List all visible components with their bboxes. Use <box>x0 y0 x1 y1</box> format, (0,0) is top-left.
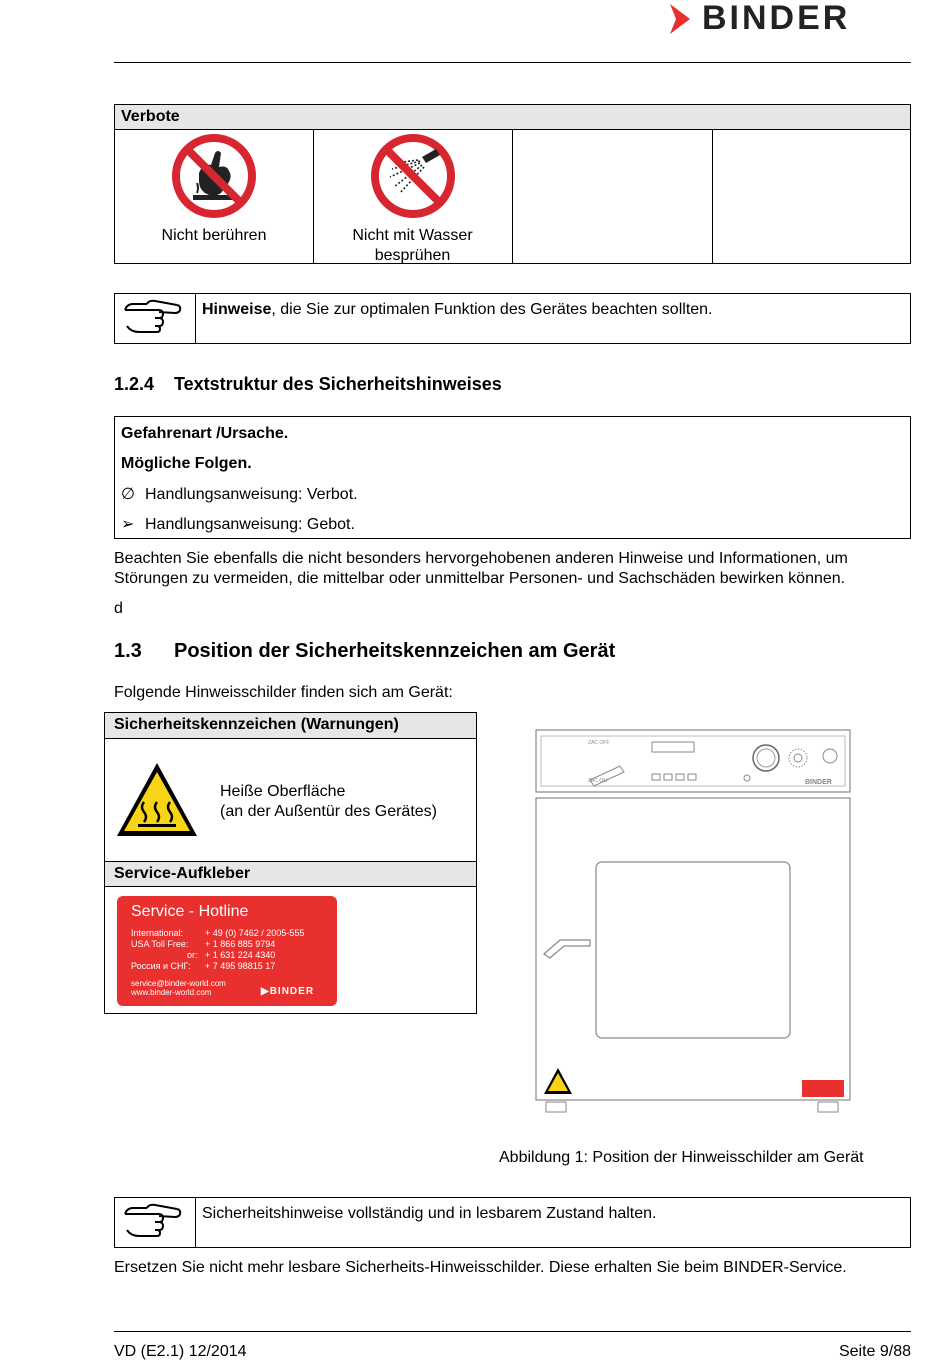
paragraph-2: Ersetzen Sie nicht mehr lesbare Sicherheits-Hinweisschilder. Diese erhalten Sie beim BINDER-Service. <box>114 1259 847 1276</box>
service-web: www.binder-world.com <box>131 988 212 997</box>
device-panel-text-1: ZAC OFF <box>588 740 610 746</box>
note-1-bold: Hinweise <box>202 301 272 318</box>
structure-line-4 <box>121 515 355 535</box>
note-box-1 <box>114 293 911 344</box>
service-brand <box>261 986 314 997</box>
section-13-title: Position der Sicherheitskennzeichen am Gerät <box>174 640 616 662</box>
verbot-no-touch-label: Nicht berühren <box>161 227 267 244</box>
verbot-no-water <box>313 130 512 263</box>
figure-caption: Abbildung 1: Position der Hinweisschilder am Gerät <box>499 1149 864 1166</box>
service-contacts <box>131 979 226 997</box>
structure-line-3 <box>121 485 358 505</box>
verbot-no-water-label <box>313 226 512 266</box>
prohibition-symbol: ∅ <box>121 486 135 503</box>
no-water-spray-icon <box>370 133 456 219</box>
section-124-title: Textstruktur des Sicherheitshinweises <box>174 374 502 394</box>
structure-line-4-text: Handlungsanweisung: Gebot. <box>145 516 355 533</box>
device-drawing <box>532 728 852 1118</box>
header-rule <box>114 62 911 63</box>
verbot-no-touch <box>115 130 313 263</box>
structure-line-3-text: Handlungsanweisung: Verbot. <box>145 486 358 503</box>
brand-name: BINDER <box>702 0 851 37</box>
arrow-symbol: ➢ <box>121 516 135 533</box>
note-box-2 <box>114 1197 911 1248</box>
section-124-number: 1.2.4 <box>114 374 155 394</box>
structure-line-2: Mögliche Folgen. <box>121 455 252 472</box>
pointing-hand-icon <box>121 1202 185 1242</box>
service-email: service@binder-world.com <box>131 979 226 988</box>
service-row-value: + 49 (0) 7462 / 2005-555 <box>205 928 305 938</box>
structure-box <box>114 416 911 539</box>
service-row-label: or: <box>187 950 198 960</box>
warnings-title: Sicherheitskennzeichen (Warnungen) <box>105 713 476 739</box>
service-row-label: USA Toll Free: <box>131 939 189 949</box>
paragraph-1 <box>114 549 914 589</box>
stray-text: d <box>114 600 123 617</box>
structure-line-1: Gefahrenart /Ursache. <box>121 425 289 442</box>
verbote-table <box>114 104 911 264</box>
footer-rule <box>114 1331 911 1332</box>
verbot-no-water-label-line2: besprühen <box>374 247 451 264</box>
verbot-no-water-label-line1: Nicht mit Wasser <box>352 227 473 244</box>
service-brand-text: BINDER <box>269 986 315 997</box>
section-124-heading <box>114 374 502 395</box>
footer-page-number: Seite 9/88 <box>838 1343 911 1360</box>
service-row-value: + 1 866 885 9794 <box>205 939 276 949</box>
verbote-title: Verbote <box>115 105 910 130</box>
note-2-text: Sicherheitshinweise vollständig und in lesbarem Zustand halten. <box>202 1205 657 1222</box>
device-panel-text-2: ZAC ON <box>588 778 607 784</box>
pointing-hand-icon <box>121 298 185 338</box>
service-rows <box>131 928 305 972</box>
note-1-text <box>202 300 713 320</box>
service-row-label: Россия и СНГ: <box>131 961 191 971</box>
warnings-text-line-2: (an der Außentür des Gerätes) <box>220 803 437 820</box>
footer-doc-id: VD (E2.1) 12/2014 <box>114 1343 247 1360</box>
service-sticker <box>117 896 337 1006</box>
no-touch-icon <box>171 133 257 219</box>
paragraph-1-line-2: Störungen zu vermeiden, die mittelbar oder unmittelbar Personen- und Sachschäden bewirken können. <box>114 570 846 587</box>
warnings-text-line-1: Heiße Oberfläche <box>220 783 346 800</box>
intro-text: Folgende Hinweisschilder finden sich am Gerät: <box>114 684 453 701</box>
service-row-value: + 1 631 224 4340 <box>205 950 276 960</box>
paragraph-1-line-1: Beachten Sie ebenfalls die nicht besonders hervorgehobenen anderen Hinweise und Informationen, um <box>114 550 848 567</box>
section-13-heading <box>114 640 616 663</box>
service-title: Service-Aufkleber <box>105 861 476 887</box>
service-row-label: International: <box>131 928 184 938</box>
binder-logo <box>668 2 913 36</box>
section-13-number: 1.3 <box>114 640 142 662</box>
hot-surface-warning-icon <box>114 760 200 840</box>
device-panel-brand: BINDER <box>805 779 832 786</box>
service-hotline-title: Service - Hotline <box>131 903 249 920</box>
signs-table <box>104 712 477 1014</box>
warnings-text <box>220 782 437 822</box>
binder-logo-mark-icon <box>668 2 696 36</box>
service-brand-mark-icon: ▶ <box>261 986 270 997</box>
service-row-value: + 7 495 98815 17 <box>205 961 276 971</box>
note-1-rest: , die Sie zur optimalen Funktion des Gerätes beachten sollten. <box>271 301 713 318</box>
